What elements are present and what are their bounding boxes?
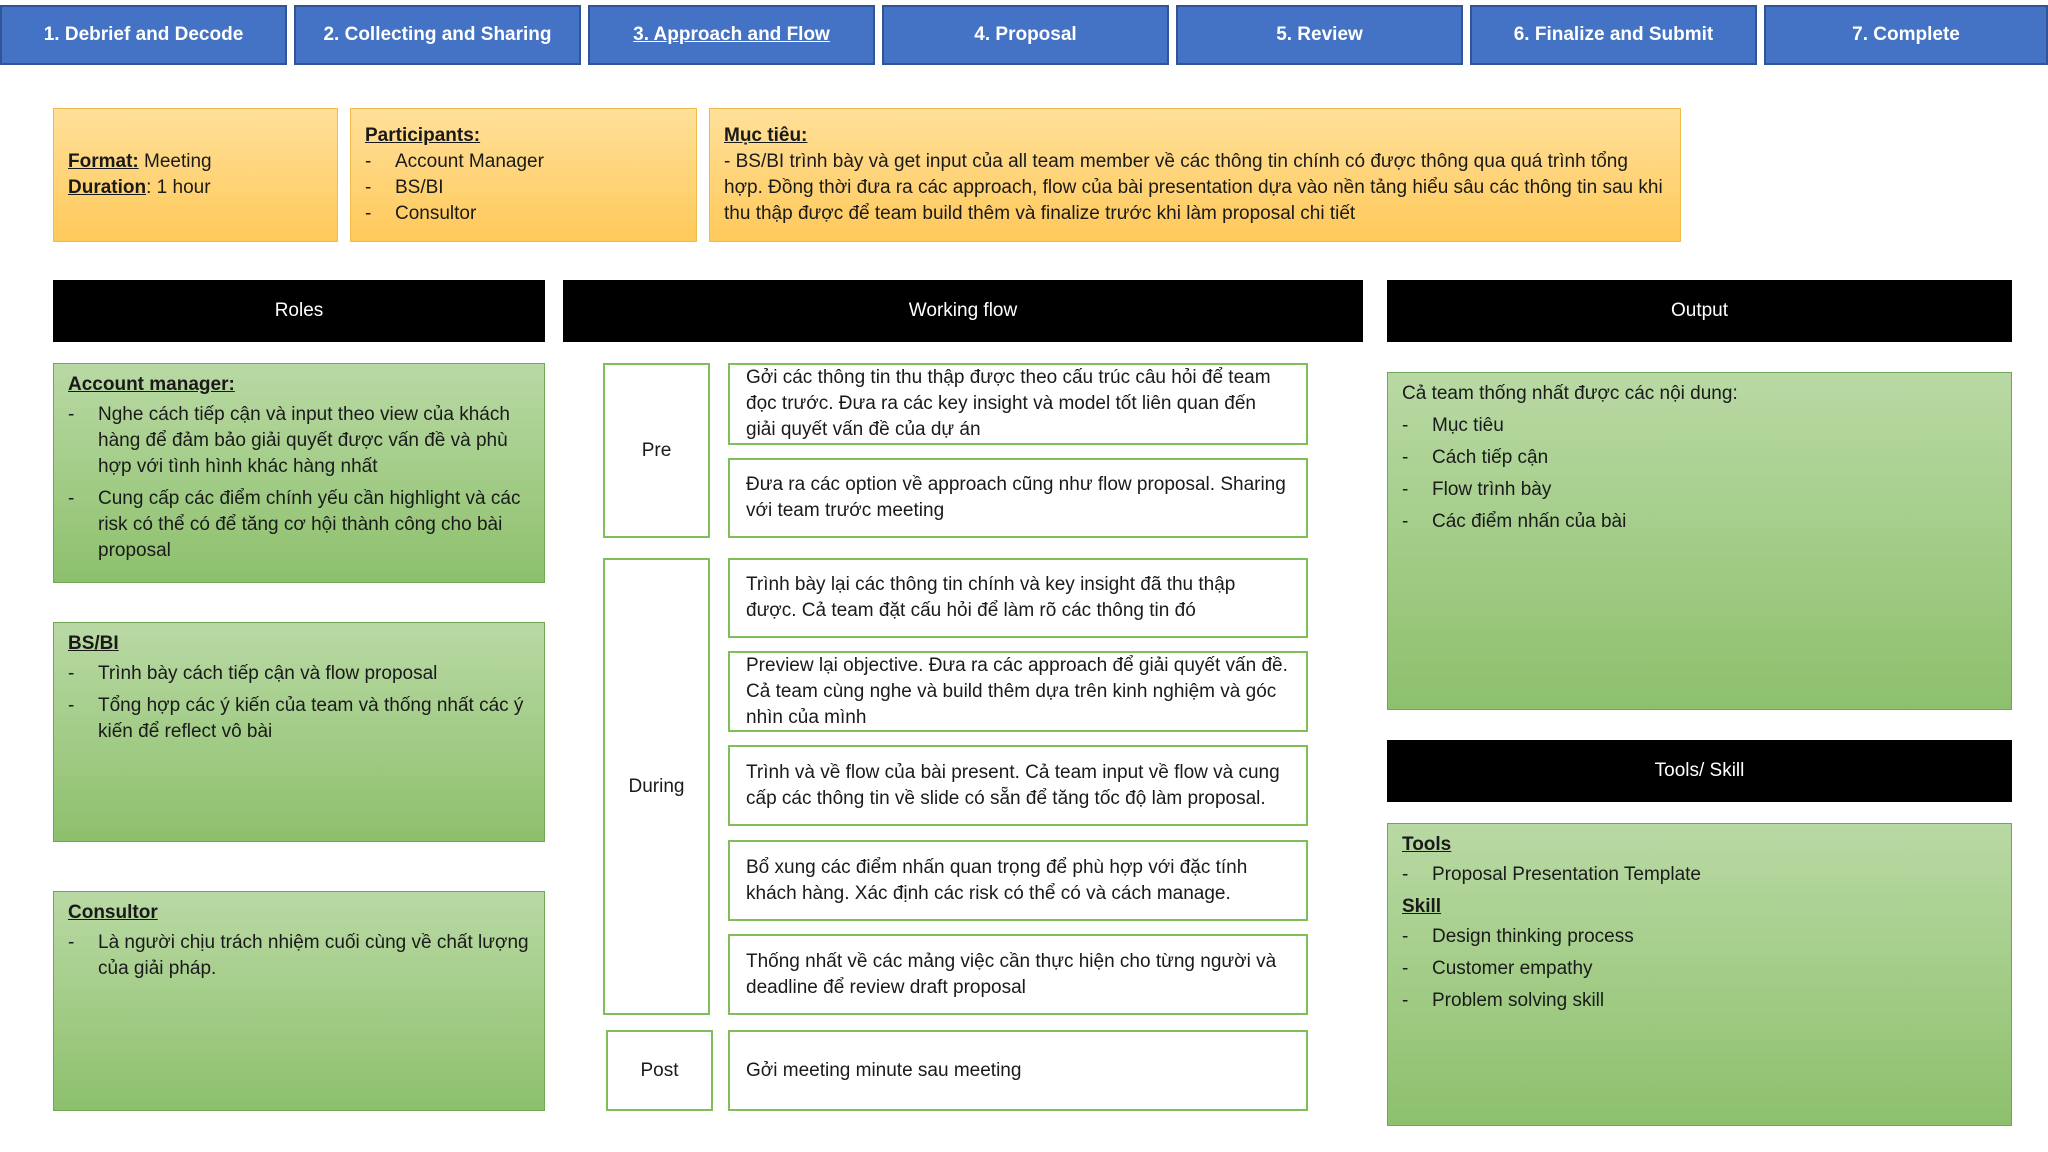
- flow-step-during-1: Trình bày lại các thông tin chính và key insight đã thu thập được. Cả team đặt cấu hỏi để làm rõ các thông tin đó: [728, 558, 1308, 638]
- tools-list: [1402, 862, 1997, 888]
- list-item: - Mục tiêu: [1402, 413, 1997, 439]
- working-flow-header: Working flow: [563, 280, 1363, 342]
- list-item: - Proposal Presentation Template: [1402, 862, 1997, 888]
- tools-title: Tools: [1402, 834, 1452, 855]
- list-item: - Account Manager: [365, 149, 682, 175]
- flow-step-pre-1: Gởi các thông tin thu thập được theo cấu trúc câu hỏi để team đọc trước. Đưa ra các key insight và model tốt liên quan đến giải quyết vấn đề của dự án: [728, 363, 1308, 445]
- flow-step-during-2: Preview lại objective. Đưa ra các approach để giải quyết vấn đề. Cả team cùng nghe và build thêm dựa trên kinh nghiệm và góc nhìn của mình: [728, 651, 1308, 732]
- tab-collecting-and-sharing[interactable]: 2. Collecting and Sharing: [294, 5, 581, 65]
- duration-label: Duration: [68, 177, 147, 198]
- list-item: - Cung cấp các điểm chính yếu cần highlight và các risk có thể có để tăng cơ hội thành công cho bài proposal: [68, 486, 530, 564]
- list-item: - Các điểm nhấn của bài: [1402, 509, 1997, 535]
- role-consultor: [53, 891, 545, 1111]
- objective-text: - BS/BI trình bày và get input của all team member về các thông tin chính có được thông qua quá trình tổng hợp. Đồng thời đưa ra các approach, flow của bài presentation dựa vào nền tảng hiểu sâu các thông tin sau khi thu thập được để team build thêm và finalize trước khi làm proposal chi tiết: [724, 151, 1663, 224]
- phase-during: During: [603, 558, 710, 1015]
- phase-pre: Pre: [603, 363, 710, 538]
- role-bsbi: [53, 622, 545, 842]
- list-item: - Customer empathy: [1402, 956, 1997, 982]
- list-item: - BS/BI: [365, 175, 682, 201]
- flow-step-post-1: Gởi meeting minute sau meeting: [728, 1030, 1308, 1111]
- tab-proposal[interactable]: 4. Proposal: [882, 5, 1169, 65]
- duration-value: : 1 hour: [146, 177, 211, 198]
- participants-box: [350, 108, 697, 242]
- list-item: - Là người chịu trách nhiệm cuối cùng về chất lượng của giải pháp.: [68, 930, 530, 982]
- role-title: BS/BI: [68, 633, 119, 654]
- tab-complete[interactable]: 7. Complete: [1764, 5, 2048, 65]
- objective-title: Mục tiêu:: [724, 125, 808, 146]
- role-responsibilities: [68, 661, 530, 745]
- role-title: Account manager:: [68, 374, 235, 395]
- phase-post: Post: [606, 1030, 713, 1111]
- skill-title: Skill: [1402, 896, 1442, 917]
- list-item: - Tổng hợp các ý kiến của team và thống nhất các ý kiến để reflect vô bài: [68, 693, 530, 745]
- output-header: Output: [1387, 280, 2012, 342]
- format-value: Meeting: [138, 151, 212, 172]
- list-item: - Flow trình bày: [1402, 477, 1997, 503]
- list-item: - Trình bày cách tiếp cận và flow proposal: [68, 661, 530, 687]
- tab-finalize-and-submit[interactable]: 6. Finalize and Submit: [1470, 5, 1757, 65]
- tools-skill-header: Tools/ Skill: [1387, 740, 2012, 802]
- role-account-manager: [53, 363, 545, 583]
- skill-list: [1402, 924, 1997, 1014]
- role-responsibilities: [68, 930, 530, 982]
- format-label: Format:: [68, 151, 139, 172]
- flow-step-during-3: Trình và về flow của bài present. Cả team input về flow và cung cấp các thông tin về slide có sẵn để tăng tốc độ làm proposal.: [728, 745, 1308, 826]
- role-title: Consultor: [68, 902, 158, 923]
- output-intro: Cả team thống nhất được các nội dung:: [1402, 383, 1738, 404]
- tools-skill-box: [1387, 823, 2012, 1126]
- participants-title: Participants:: [365, 125, 481, 146]
- list-item: - Problem solving skill: [1402, 988, 1997, 1014]
- role-responsibilities: [68, 402, 530, 564]
- tab-review[interactable]: 5. Review: [1176, 5, 1463, 65]
- flow-step-during-5: Thống nhất về các mảng việc cần thực hiện cho từng người và deadline để review draft proposal: [728, 934, 1308, 1015]
- format-box: [53, 108, 338, 242]
- flow-step-pre-2: Đưa ra các option về approach cũng như flow proposal. Sharing với team trước meeting: [728, 458, 1308, 538]
- list-item: - Cách tiếp cận: [1402, 445, 1997, 471]
- flow-step-during-4: Bổ xung các điểm nhấn quan trọng để phù hợp với đặc tính khách hàng. Xác định các risk có thể có và cách manage.: [728, 840, 1308, 921]
- objective-box: [709, 108, 1681, 242]
- list-item: - Consultor: [365, 201, 682, 227]
- participants-list: [365, 149, 682, 227]
- output-box: [1387, 372, 2012, 710]
- list-item: - Nghe cách tiếp cận và input theo view của khách hàng để đảm bảo giải quyết được vấn đề và phù hợp với tình hình khác hàng nhất: [68, 402, 530, 480]
- tab-debrief-and-decode[interactable]: 1. Debrief and Decode: [0, 5, 287, 65]
- list-item: - Design thinking process: [1402, 924, 1997, 950]
- tab-approach-and-flow[interactable]: 3. Approach and Flow: [588, 5, 875, 65]
- output-list: [1402, 413, 1997, 535]
- roles-header: Roles: [53, 280, 545, 342]
